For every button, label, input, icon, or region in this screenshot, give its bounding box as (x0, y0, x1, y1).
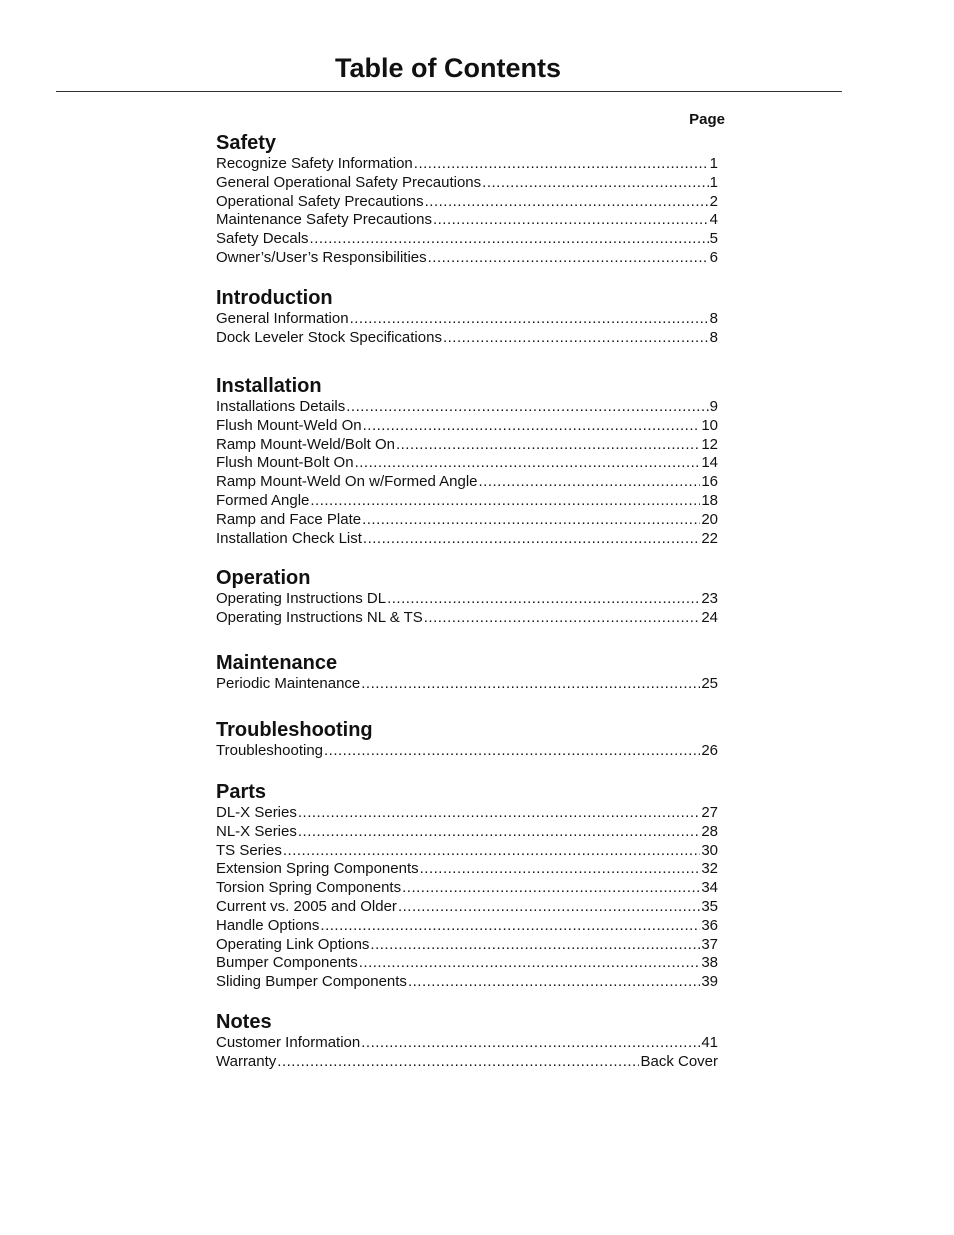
toc-entry-label: Installation Check List (216, 529, 362, 547)
toc-entry (216, 954, 718, 973)
toc-entry (216, 917, 718, 936)
dot-leader (443, 329, 709, 348)
section-entry-list (216, 675, 718, 694)
toc-entry (216, 530, 718, 549)
dot-leader (277, 1053, 639, 1072)
toc-entry-label: General Operational Safety Precautions (216, 173, 482, 191)
toc-entry-label: Torsion Spring Components (216, 879, 402, 897)
toc-section-installation (216, 374, 718, 548)
toc-section-safety (216, 131, 718, 268)
toc-entry-page-number: 36 (701, 916, 718, 934)
toc-entry-page-number: 12 (701, 435, 718, 453)
section-heading: Parts (216, 781, 267, 803)
toc-entry-page-number: 41 (701, 1034, 718, 1051)
toc-entry-page-number: 27 (701, 804, 718, 821)
toc-section-parts (216, 780, 718, 992)
toc-entry (216, 329, 718, 348)
toc-entry-label: General Information (216, 310, 349, 327)
section-entry-list (216, 1034, 718, 1072)
toc-entry-label: Flush Mount-Weld On (216, 416, 362, 434)
toc-entry (216, 742, 718, 761)
toc-entry-label: Formed Angle (216, 491, 310, 509)
toc-entry-label: DL-X Series (216, 804, 297, 821)
dot-leader (363, 417, 701, 436)
dot-leader (361, 1034, 700, 1053)
toc-entry-label: Safety Decals (216, 230, 309, 248)
dot-leader (361, 675, 700, 694)
dot-leader (362, 511, 700, 530)
dot-leader (414, 155, 709, 174)
section-entry-list (216, 155, 718, 268)
dot-leader (420, 860, 701, 879)
toc-entry-label: Operational Safety Precautions (216, 192, 424, 210)
toc-entry-page-number: 22 (701, 529, 718, 547)
toc-entry-page-number: 37 (701, 935, 718, 953)
dot-leader (359, 954, 701, 973)
toc-entry (216, 609, 718, 628)
toc-section-notes (216, 1010, 718, 1072)
toc-entry (216, 936, 718, 955)
toc-entry (216, 590, 718, 609)
toc-entry-label: Recognize Safety Information (216, 155, 413, 172)
toc-entry-page-number: 30 (701, 841, 718, 859)
section-entry-list (216, 590, 718, 628)
dot-leader (363, 530, 700, 549)
toc-entry-page-number: 10 (701, 416, 718, 434)
dot-leader (370, 936, 700, 955)
toc-section-troubleshooting (216, 718, 718, 761)
dot-leader (398, 898, 700, 917)
toc-entry (216, 398, 718, 417)
toc-entry-page-number: 25 (701, 675, 718, 692)
toc-entry-label: Operating Instructions DL (216, 590, 387, 607)
toc-entry-page-number: 8 (709, 328, 718, 346)
toc-entry-label: Maintenance Safety Precautions (216, 211, 432, 229)
toc-entry-page-number: 14 (701, 454, 718, 472)
section-heading: Introduction (216, 287, 333, 309)
toc-entry-label: Bumper Components (216, 954, 358, 972)
section-heading: Operation (216, 567, 311, 589)
toc-entry-page-number: 26 (701, 742, 718, 759)
dot-leader (402, 879, 700, 898)
toc-entry (216, 842, 718, 861)
section-heading: Maintenance (216, 652, 338, 674)
toc-entry-page-number: 32 (701, 860, 718, 878)
toc-entry-page-number: 1 (709, 155, 718, 172)
section-entry-list (216, 742, 718, 761)
dot-leader (424, 609, 701, 628)
section-heading: Installation (216, 375, 322, 397)
toc-entry (216, 1053, 718, 1072)
toc-entry-label: Installations Details (216, 398, 346, 415)
toc-entry (216, 675, 718, 694)
toc-entry-label: Dock Leveler Stock Specifications (216, 328, 442, 346)
section-entry-list (216, 398, 718, 548)
toc-entry (216, 230, 718, 249)
toc-entry-page-number: 35 (701, 897, 718, 915)
toc-entry-page-number: 28 (701, 822, 718, 840)
toc-entry-page-number: 5 (709, 230, 718, 248)
dot-leader (482, 174, 709, 193)
toc-entry-page-number: 6 (709, 248, 718, 266)
toc-entry-page-number: 24 (701, 608, 718, 626)
toc-section-maintenance (216, 651, 718, 694)
toc-entry (216, 454, 718, 473)
dot-leader (387, 590, 700, 609)
toc-entry (216, 804, 718, 823)
section-heading: Troubleshooting (216, 719, 373, 741)
toc-entry (216, 898, 718, 917)
toc-entry-label: Operating Link Options (216, 935, 370, 953)
toc-entry-page-number: 1 (709, 173, 718, 191)
title-divider (56, 91, 842, 92)
toc-entry (216, 211, 718, 230)
toc-entry (216, 1034, 718, 1053)
toc-entry-label: Sliding Bumper Components (216, 973, 407, 991)
toc-entry (216, 310, 718, 329)
toc-entry-label: Operating Instructions NL & TS (216, 608, 423, 626)
toc-entry-label: Ramp Mount-Weld/Bolt On (216, 435, 395, 453)
dot-leader (320, 917, 700, 936)
toc-entry-label: Warranty (216, 1052, 277, 1070)
toc-entry-page-number: 34 (701, 879, 718, 897)
dot-leader (298, 823, 700, 842)
toc-entry (216, 823, 718, 842)
toc-entry-page-number: 18 (701, 491, 718, 509)
dot-leader (355, 454, 701, 473)
dot-leader (346, 398, 708, 417)
toc-entry-label: Ramp and Face Plate (216, 510, 362, 528)
page-column-header: Page (689, 111, 725, 128)
toc-entry (216, 193, 718, 212)
dot-leader (408, 973, 700, 992)
toc-entry (216, 417, 718, 436)
dot-leader (283, 842, 700, 861)
toc-entry-label: TS Series (216, 841, 282, 859)
toc-section-operation (216, 566, 718, 628)
toc-section-introduction (216, 286, 718, 348)
toc-entry-label: Periodic Maintenance (216, 675, 361, 692)
toc-entry-page-number: 39 (701, 973, 718, 991)
dot-leader (396, 436, 700, 455)
toc-entry (216, 473, 718, 492)
section-heading: Notes (216, 1011, 272, 1033)
toc-entry-page-number: 8 (709, 310, 718, 327)
dot-leader (479, 473, 701, 492)
toc-entry-label: Customer Information (216, 1034, 361, 1051)
toc-entry (216, 249, 718, 268)
toc-entry-page-number: 23 (701, 590, 718, 607)
toc-entry-label: Flush Mount-Bolt On (216, 454, 354, 472)
toc-entry (216, 492, 718, 511)
toc-entry (216, 174, 718, 193)
toc-entry-label: Extension Spring Components (216, 860, 419, 878)
toc-entry (216, 155, 718, 174)
toc-entry-page-number: 2 (709, 192, 718, 210)
section-entry-list (216, 804, 718, 992)
toc-entry (216, 511, 718, 530)
toc-entry (216, 860, 718, 879)
toc-entry-label: NL-X Series (216, 822, 297, 840)
section-heading: Safety (216, 132, 277, 154)
toc-entry-page-number: 38 (701, 954, 718, 972)
toc-entry (216, 436, 718, 455)
dot-leader (310, 492, 700, 511)
section-entry-list (216, 310, 718, 348)
toc-entry-label: Ramp Mount-Weld On w/Formed Angle (216, 473, 478, 491)
toc-entry-label: Current vs. 2005 and Older (216, 897, 397, 915)
toc-entry-page-number: Back Cover (640, 1052, 718, 1070)
dot-leader (324, 742, 700, 761)
toc-entry-page-number: 9 (709, 398, 718, 415)
dot-leader (428, 249, 709, 268)
toc-entry-page-number: 16 (701, 473, 718, 491)
dot-leader (425, 193, 709, 212)
page-title: Table of Contents (335, 53, 561, 83)
dot-leader (433, 211, 709, 230)
toc-entry-label: Troubleshooting (216, 742, 324, 759)
toc-entry-page-number: 4 (709, 211, 718, 229)
toc-entry (216, 973, 718, 992)
toc-entry-label: Handle Options (216, 916, 320, 934)
dot-leader (298, 804, 700, 823)
toc-entry-label: Owner’s/User’s Responsibilities (216, 248, 427, 266)
dot-leader (310, 230, 709, 249)
toc-entry (216, 879, 718, 898)
dot-leader (350, 310, 709, 329)
toc-entry-page-number: 20 (701, 510, 718, 528)
